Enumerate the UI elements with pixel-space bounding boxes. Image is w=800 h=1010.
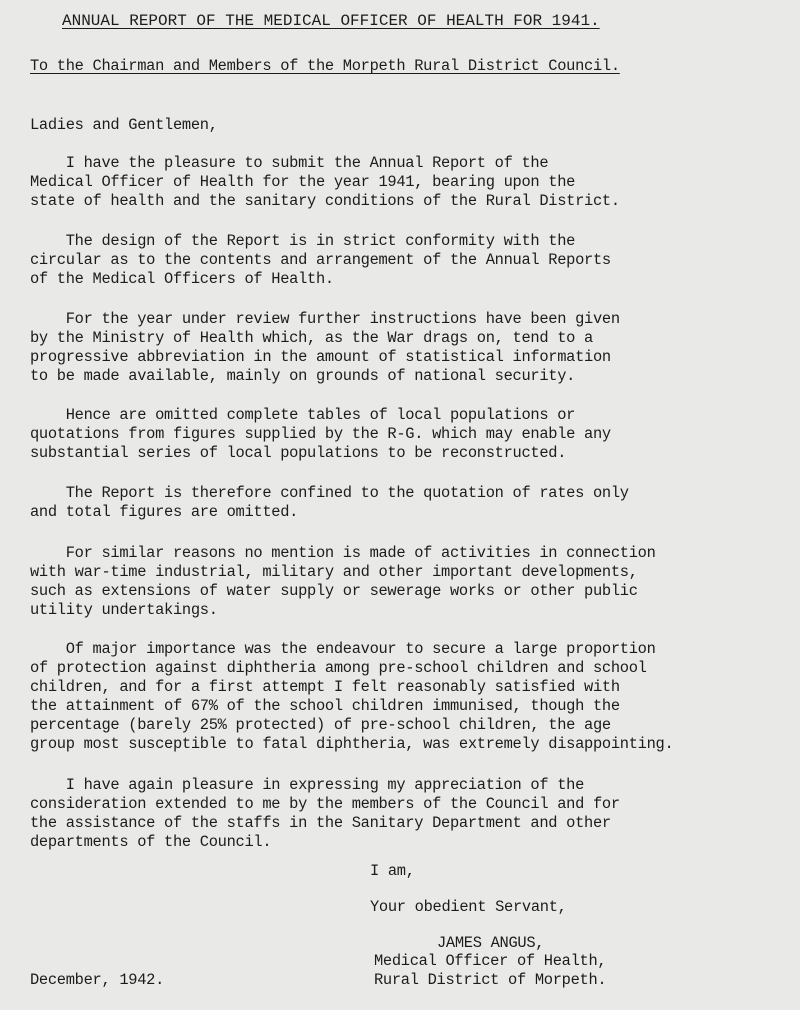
- paragraph-diphtheria: Of major importance was the endeavour to secure a large proportion of protection against diphtheria among pre-school children and school children, and for a first attempt I felt reasonably satisfied with the attainment of 67% of the school children immunised, though the percentage (barely 25% protected) of pre-school children, the age group most susceptible to fatal diphtheria, was extremely disappointing.: [30, 640, 674, 753]
- closing-servant: Your obedient Servant,: [370, 898, 567, 916]
- paragraph-design: The design of the Report is in strict conformity with the circular as to the contents and arrangement of the Annual Reports of the Medical Officers of Health.: [30, 232, 611, 288]
- paragraph-rates-only: The Report is therefore confined to the quotation of rates only and total figures are omitted.: [30, 484, 629, 521]
- addressee-line: To the Chairman and Members of the Morpeth Rural District Council.: [30, 57, 620, 75]
- salutation: Ladies and Gentlemen,: [30, 116, 218, 134]
- signatory-name: JAMES ANGUS,: [437, 934, 545, 952]
- signatory-role-2: Rural District of Morpeth.: [374, 971, 607, 989]
- closing-i-am: I am,: [370, 862, 415, 880]
- paragraph-instructions: For the year under review further instructions have been given by the Ministry of Health which, as the War drags on, tend to a progressive abbreviation in the amount of statistical information to be made available, mainly on grounds of national security.: [30, 310, 620, 385]
- document-title: ANNUAL REPORT OF THE MEDICAL OFFICER OF HEALTH FOR 1941.: [62, 12, 600, 30]
- signatory-role-1: Medical Officer of Health,: [374, 952, 607, 970]
- paragraph-submission: I have the pleasure to submit the Annual Report of the Medical Officer of Health for the year 1941, bearing upon the state of health and the sanitary conditions of the Rural District.: [30, 154, 620, 210]
- paragraph-war-time: For similar reasons no mention is made of activities in connection with war-time industrial, military and other important developments, such as extensions of water supply or sewerage works or other public utility undertakings.: [30, 544, 656, 619]
- paragraph-appreciation: I have again pleasure in expressing my appreciation of the consideration extended to me by the members of the Council and for the assistance of the staffs in the Sanitary Department and other departments of the Council.: [30, 776, 620, 851]
- paragraph-omitted-tables: Hence are omitted complete tables of local populations or quotations from figures supplied by the R-G. which may enable any substantial series of local populations to be reconstructed.: [30, 406, 611, 462]
- report-date: December, 1942.: [30, 971, 165, 989]
